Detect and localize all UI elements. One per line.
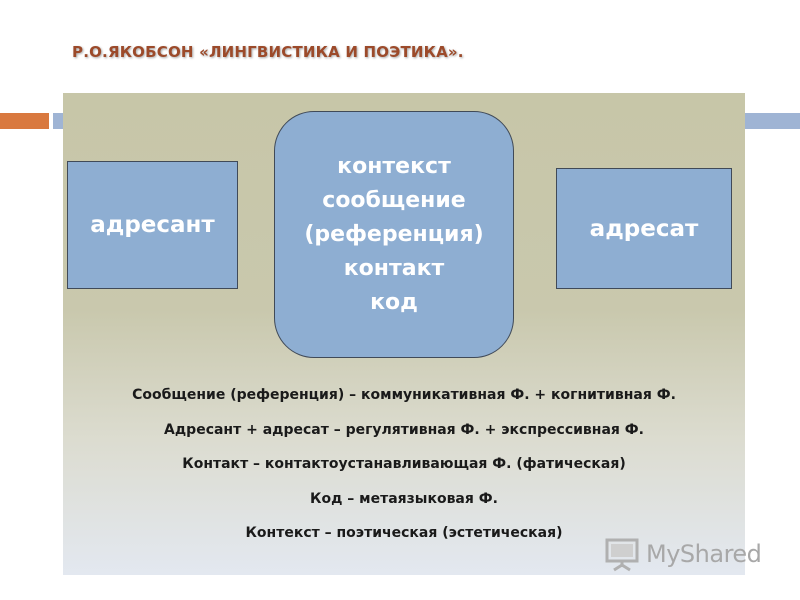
message-box [274,111,514,358]
function-line: Контекст – поэтическая (эстетическая) [245,525,563,541]
watermark-text: MyShared [646,540,762,568]
function-list [63,378,745,551]
accent-bar-blue [745,113,800,129]
receiver-box [556,168,732,289]
slide-title: Р.О.ЯКОБСОН «ЛИНГВИСТИКА И ПОЭТИКА». [72,43,464,61]
center-line-message: сообщение [322,187,466,213]
function-line: Контакт – контактоустанавливающая Ф. (фатическая) [182,456,626,472]
receiver-label: адресат [589,215,699,242]
watermark [604,534,761,574]
sender-box [67,161,238,289]
function-line: Код – метаязыковая Ф. [310,490,498,507]
sender-label: адресант [90,212,215,238]
accent-bar-orange [0,113,49,129]
function-line: Сообщение (референция) – коммуникативная Ф. + когнитивная Ф. [132,387,676,403]
center-line-reference: (референция) [304,221,484,247]
projector-screen-icon [604,536,640,572]
center-line-code: код [370,289,418,315]
center-line-context: контекст [337,153,451,179]
function-line: Адресант + адресат – регулятивная Ф. + экспрессивная Ф. [164,421,644,438]
center-line-contact: контакт [343,255,445,281]
